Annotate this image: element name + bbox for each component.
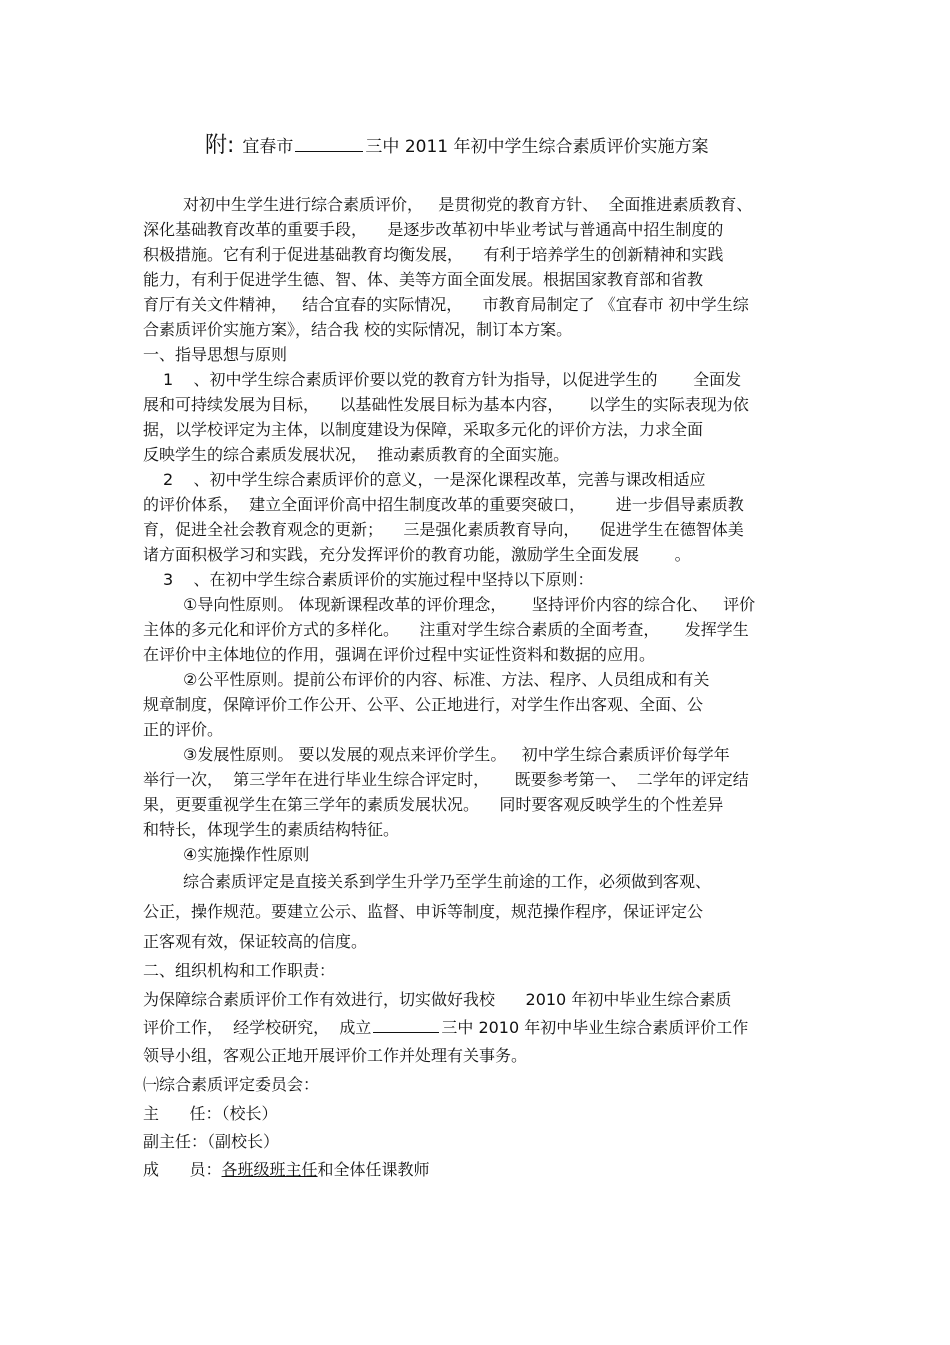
body-line: 举行一次， 第三学年在进行毕业生综合评定时， 既要参考第一、 二学年的评定结 <box>143 770 749 789</box>
members-underlined: 各班级班主任 <box>221 1160 318 1179</box>
body-line: ②公平性原则。提前公布评价的内容、标准、方法、程序、人员组成和有关 <box>183 670 710 689</box>
title-part2: 三中 2011 年初中学生综合素质评价实施方案 <box>365 137 709 157</box>
body-line: ④实施操作性原则 <box>183 845 310 864</box>
body-line: 在评价中主体地位的作用，强调在评价过程中实证性资料和数据的应用。 <box>143 645 656 664</box>
title-prefix: 附: <box>205 133 235 158</box>
body-line: 据，以学校评定为主体，以制度建设为保障，采取多元化的评价方法，力求全面 <box>143 420 704 439</box>
members-label: 成 员： <box>143 1160 222 1179</box>
body-line: 的评价体系， 建立全面评价高中招生制度改革的重要突破口， 进一步倡导素质教 <box>143 495 744 514</box>
title-part1: 宜春市 <box>242 137 294 157</box>
body-line: 1 、初中学生综合素质评价要以党的教育方针为指导，以促进学生的 全面发 <box>163 370 742 389</box>
members-rest: 和全体任课教师 <box>317 1160 430 1179</box>
body-line: 对初中生学生进行综合素质评价， 是贯彻党的教育方针、 全面推进素质教育、 <box>183 195 753 214</box>
sub-heading: ㈠综合素质评定委员会： <box>143 1075 320 1094</box>
document-title <box>205 128 709 159</box>
body-line: 正客观有效，保证较高的信度。 <box>143 932 368 951</box>
body-line <box>143 1016 748 1040</box>
school-blank <box>373 1016 439 1033</box>
body-line: 副主任：（副校长） <box>143 1132 280 1151</box>
body-line: ①导向性原则。 体现新课程改革的评价理念， 坚持评价内容的综合化、 评价 <box>183 595 756 614</box>
body-line: 规章制度，保障评价工作公开、公平、公正地进行，对学生作出客观、全面、公 <box>143 695 704 714</box>
body-line: 综合素质评定是直接关系到学生升学乃至学生前途的工作，必须做到客观、 <box>183 872 712 891</box>
body-line: 育，促进全社会教育观念的更新； 三是强化素质教育导向， 促进学生在德智体美 <box>143 520 744 539</box>
line-text: 三中 2010 年初中毕业生综合素质评价工作 <box>441 1018 749 1037</box>
body-line: 为保障综合素质评价工作有效进行，切实做好我校 2010 年初中毕业生综合素质 <box>143 990 732 1009</box>
section-heading: 二、组织机构和工作职责： <box>143 961 336 980</box>
body-line: 3 、在初中学生综合素质评价的实施过程中坚持以下原则： <box>163 570 594 589</box>
body-line: 诸方面积极学习和实践，充分发挥评价的教育功能，激励学生全面发展 。 <box>143 545 691 564</box>
body-line: ③发展性原则。 要以发展的观点来评价学生。 初中学生综合素质评价每学年 <box>183 745 730 764</box>
body-line: 反映学生的综合素质发展状况， 推动素质教育的全面实施。 <box>143 445 570 464</box>
section-heading: 一、指导思想与原则 <box>143 345 288 364</box>
body-line: 果，更要重视学生在第三学年的素质发展状况。 同时要客观反映学生的个性差异 <box>143 795 724 814</box>
body-line: 领导小组，客观公正地开展评价工作并处理有关事务。 <box>143 1046 528 1065</box>
body-line: 主体的多元化和评价方式的多样化。 注重对学生综合素质的全面考查， 发挥学生 <box>143 620 749 639</box>
body-line <box>143 1158 430 1182</box>
body-line: 公正，操作规范。要建立公示、监督、申诉等制度，规范操作程序，保证评定公 <box>143 902 704 921</box>
line-text: 评价工作， 经学校研究， 成立 <box>143 1018 372 1037</box>
body-line: 积极措施。它有利于促进基础教育均衡发展， 有利于培养学生的创新精神和实践 <box>143 245 724 264</box>
title-blank <box>295 134 363 152</box>
body-line: 主 任：（校长） <box>143 1104 278 1123</box>
body-line: 2 、初中学生综合素质评价的意义，一是深化课程改革，完善与课改相适应 <box>163 470 706 489</box>
body-line: 育厅有关文件精神， 结合宜春的实际情况， 市教育局制定了 《宜春市 初中学生综 <box>143 295 749 314</box>
body-line: 和特长，体现学生的素质结构特征。 <box>143 820 400 839</box>
body-line: 展和可持续发展为目标， 以基础性发展目标为基本内容， 以学生的实际表现为依 <box>143 395 749 414</box>
body-line: 深化基础教育改革的重要手段， 是逐步改革初中毕业考试与普通高中招生制度的 <box>143 220 724 239</box>
body-line: 合素质评价实施方案》，结合我 校的实际情况，制订本方案。 <box>143 320 573 339</box>
body-line: 能力，有利于促进学生德、智、体、美等方面全面发展。根据国家教育部和省教 <box>143 270 704 289</box>
body-line: 正的评价。 <box>143 720 224 739</box>
